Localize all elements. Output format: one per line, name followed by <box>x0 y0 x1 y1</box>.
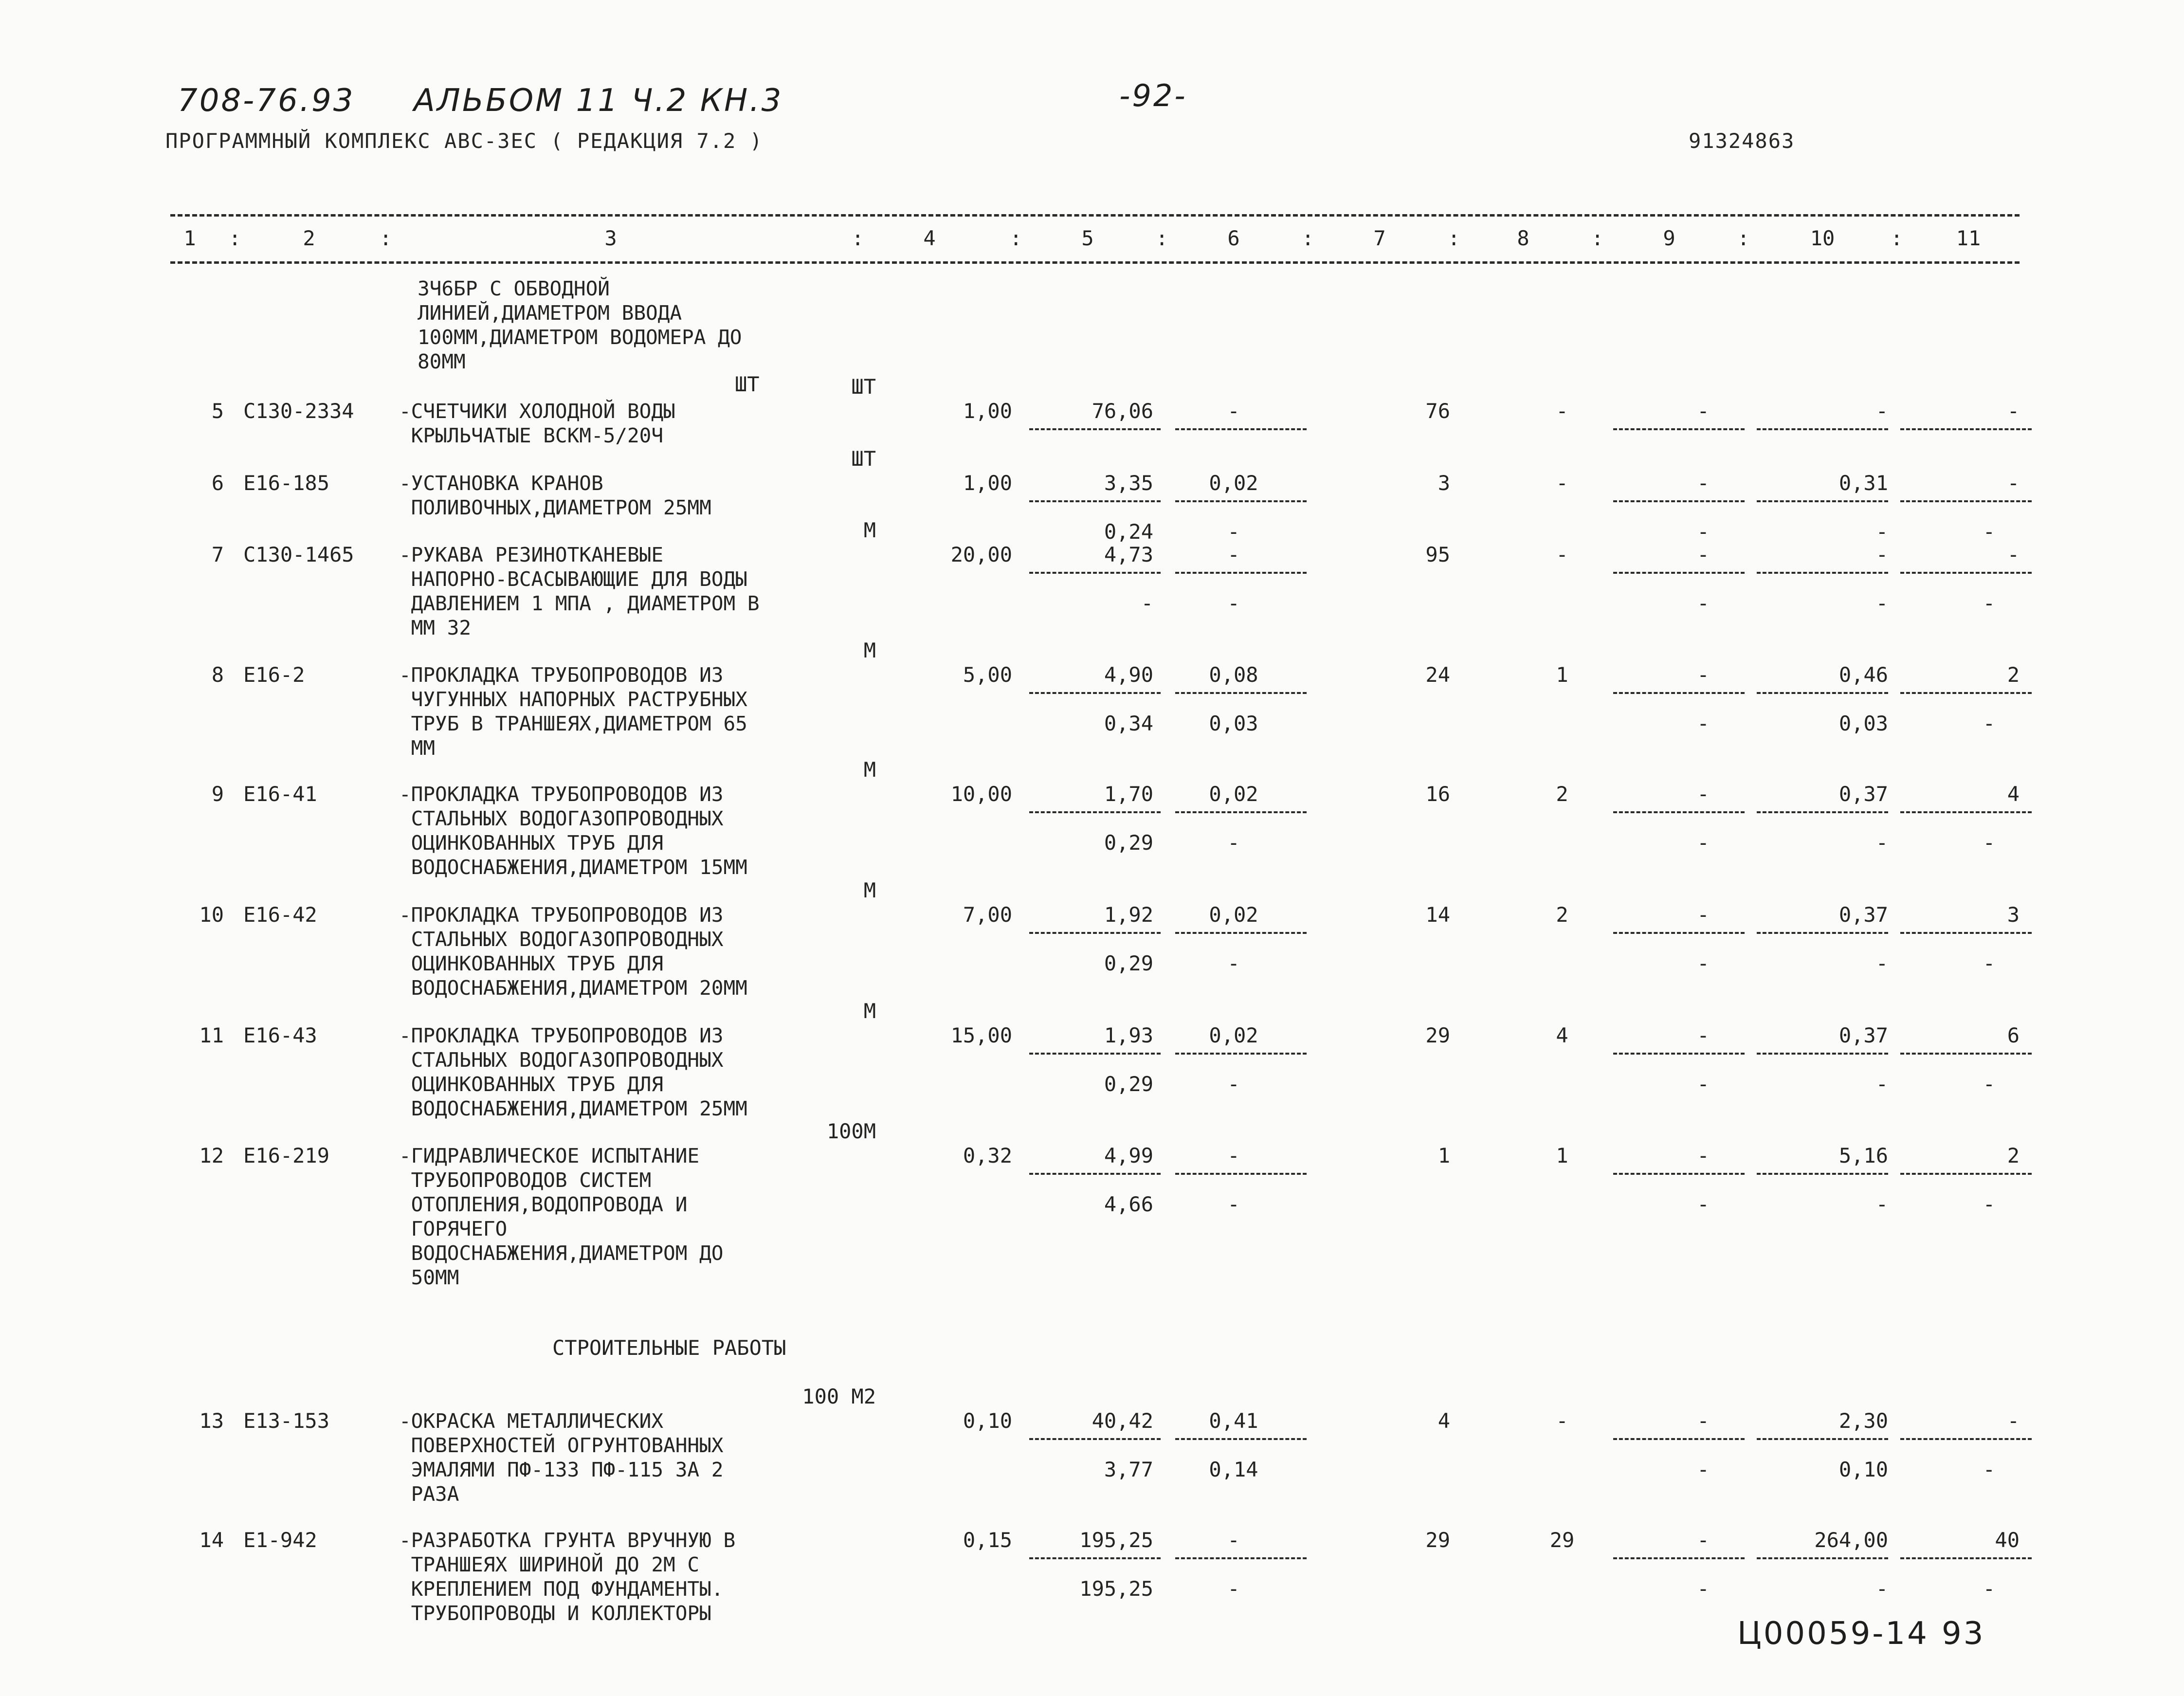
col5-value: 1,93 <box>1104 1023 1153 1047</box>
col6-value: 0,02 <box>1209 903 1258 927</box>
col11-sub-value: - <box>1983 1072 1995 1096</box>
row-number: 10 <box>199 903 224 927</box>
col8-value: - <box>1556 399 1568 423</box>
row-code: E16-43 <box>243 1023 317 1047</box>
cell-divider <box>1029 1438 1161 1440</box>
col9-value: - <box>1697 1023 1710 1047</box>
col5-sub-value: 0,29 <box>1104 951 1153 975</box>
row-unit: М <box>863 999 876 1023</box>
col6-sub-value: 0,14 <box>1209 1458 1258 1481</box>
footer-stamp: Ц00059-14 <box>1737 1616 1929 1652</box>
col11-sub-value: - <box>1983 951 1995 975</box>
cell-divider <box>1613 1173 1745 1175</box>
col9-value: - <box>1697 1409 1710 1433</box>
intro-unit: ШТ <box>735 372 760 396</box>
col5-sub-value: 0,24 <box>1104 520 1153 544</box>
cell-divider <box>1900 692 2032 694</box>
col7-value: 3 <box>1438 471 1450 495</box>
col11-value: 40 <box>1995 1528 2020 1552</box>
cell-divider <box>1613 1438 1745 1440</box>
col6-sub-value: 0,03 <box>1209 711 1258 735</box>
row-code: E16-42 <box>243 903 317 927</box>
row-number: 13 <box>199 1409 224 1433</box>
col5-value: 195,25 <box>1079 1528 1153 1552</box>
footer-page: 93 <box>1942 1616 1985 1652</box>
col6-sub-value: - <box>1227 951 1240 975</box>
col5-value: 1,92 <box>1104 903 1153 927</box>
col7-value: 95 <box>1425 543 1450 566</box>
cell-divider <box>1900 500 2032 502</box>
row-description: -ОКРАСКА МЕТАЛЛИЧЕСКИХ ПОВЕРХНОСТЕЙ ОГРУНТОВАННЫХ ЭМАЛЯМИ ПФ-133 ПФ-115 ЗА 2 РАЗА <box>399 1409 724 1506</box>
col8-value: 2 <box>1556 782 1568 806</box>
row-number: 7 <box>211 543 224 566</box>
row-description: -ПРОКЛАДКА ТРУБОПРОВОДОВ ИЗ СТАЛЬНЫХ ВОДОГАЗОПРОВОДНЫХ ОЦИНКОВАННЫХ ТРУБ ДЛЯ ВОДОСНАБЖЕНИЯ,ДИАМЕТРОМ 15ММ <box>399 783 747 879</box>
col11-value: - <box>2007 399 2020 423</box>
col10-value: 0,31 <box>1838 471 1888 495</box>
col5-sub-value: 195,25 <box>1079 1577 1153 1601</box>
col10-sub-value: - <box>1875 1577 1888 1601</box>
col8-value: - <box>1556 471 1568 495</box>
col4-value: 1,00 <box>963 471 1012 495</box>
col5-value: 4,73 <box>1104 543 1153 566</box>
cell-divider <box>1613 811 1745 813</box>
cell-divider <box>1757 1053 1888 1055</box>
col5-sub-value: 0,34 <box>1104 711 1153 735</box>
doc-ref: 708-76.93 <box>178 83 355 119</box>
col8-value: 1 <box>1556 663 1568 687</box>
cell-divider <box>1900 428 2032 430</box>
page-mark: -92- <box>1119 78 1187 113</box>
col6-value: 0,41 <box>1209 1409 1258 1433</box>
col6-value: - <box>1227 1528 1240 1552</box>
col9-value: - <box>1697 1528 1710 1552</box>
col9-value: - <box>1697 782 1710 806</box>
row-description: -РУКАВА РЕЗИНОТКАНЕВЫЕ НАПОРНО-ВСАСЫВАЮЩИЕ ДЛЯ ВОДЫ ДАВЛЕНИЕМ 1 МПА , ДИАМЕТРОМ В ММ 32 <box>399 543 760 639</box>
column-separator: : <box>1737 226 1750 250</box>
row-description: -УСТАНОВКА КРАНОВ ПОЛИВОЧНЫХ,ДИАМЕТРОМ 25ММ <box>399 472 711 519</box>
cell-divider <box>1029 692 1161 694</box>
column-separator: : <box>229 226 241 250</box>
col6-sub-value: - <box>1227 1072 1240 1096</box>
cell-divider <box>1175 932 1307 934</box>
row-description: -ПРОКЛАДКА ТРУБОПРОВОДОВ ИЗ СТАЛЬНЫХ ВОДОГАЗОПРОВОДНЫХ ОЦИНКОВАННЫХ ТРУБ ДЛЯ ВОДОСНАБЖЕНИЯ,ДИАМЕТРОМ 25ММ <box>399 1024 747 1120</box>
col9-value: - <box>1697 903 1710 927</box>
doc-code: 91324863 <box>1689 129 1795 153</box>
col8-value: 4 <box>1556 1023 1568 1047</box>
column-header-3: 3 <box>604 226 617 250</box>
intro-text: 3Ч6БР С ОБВОДНОЙ ЛИНИЕЙ,ДИАМЕТРОМ ВВОДА 100ММ,ДИАМЕТРОМ ВОДОМЕРА ДО 80ММ <box>418 277 742 373</box>
col10-sub-value: - <box>1875 1072 1888 1096</box>
col5-value: 1,70 <box>1104 782 1153 806</box>
col5-sub-value: 0,29 <box>1104 831 1153 855</box>
col10-value: 0,46 <box>1838 663 1888 687</box>
col10-value: 0,37 <box>1838 903 1888 927</box>
cell-divider <box>1757 572 1888 574</box>
col6-value: 0,02 <box>1209 1023 1258 1047</box>
table-header-rule <box>170 261 2020 264</box>
cell-divider <box>1900 1053 2032 1055</box>
col10-value: 0,37 <box>1838 1023 1888 1047</box>
column-header-8: 8 <box>1517 226 1529 250</box>
col9-sub-value: - <box>1697 1192 1710 1216</box>
column-header-10: 10 <box>1810 226 1835 250</box>
cell-divider <box>1900 1173 2032 1175</box>
col4-value: 0,32 <box>963 1144 1012 1167</box>
cell-divider <box>1757 500 1888 502</box>
album-ref: АЛЬБОМ 11 Ч.2 КН.3 <box>414 83 783 119</box>
cell-divider <box>1175 1557 1307 1559</box>
column-separator: : <box>1302 226 1314 250</box>
col4-value: 0,10 <box>963 1409 1012 1433</box>
column-separator: : <box>852 226 864 250</box>
cell-divider <box>1175 692 1307 694</box>
col9-sub-value: - <box>1697 1072 1710 1096</box>
column-separator: : <box>1156 226 1168 250</box>
column-header-2: 2 <box>303 226 315 250</box>
col10-value: - <box>1875 399 1888 423</box>
column-header-1: 1 <box>183 226 196 250</box>
cell-divider <box>1613 500 1745 502</box>
col5-value: 76,06 <box>1092 399 1153 423</box>
col10-sub-value: - <box>1875 951 1888 975</box>
col8-value: - <box>1556 1409 1568 1433</box>
row-code: E16-185 <box>243 471 330 495</box>
column-header-5: 5 <box>1081 226 1094 250</box>
col9-sub-value: - <box>1697 1458 1710 1481</box>
cell-divider <box>1029 932 1161 934</box>
col11-value: - <box>2007 1409 2020 1433</box>
col7-value: 29 <box>1425 1528 1450 1552</box>
col9-sub-value: - <box>1697 951 1710 975</box>
col5-value: 4,90 <box>1104 663 1153 687</box>
col11-value: 3 <box>2007 903 2020 927</box>
col4-value: 1,00 <box>963 399 1012 423</box>
cell-divider <box>1029 811 1161 813</box>
row-code: E16-219 <box>243 1144 330 1167</box>
col8-value: 1 <box>1556 1144 1568 1167</box>
row-number: 11 <box>199 1023 224 1047</box>
column-header-6: 6 <box>1227 226 1240 250</box>
col5-value: 4,99 <box>1104 1144 1153 1167</box>
cell-divider <box>1175 1173 1307 1175</box>
cell-divider <box>1757 811 1888 813</box>
col10-value: 2,30 <box>1838 1409 1888 1433</box>
col4-value: 5,00 <box>963 663 1012 687</box>
cell-divider <box>1757 1173 1888 1175</box>
column-separator: : <box>1010 226 1022 250</box>
cell-divider <box>1900 811 2032 813</box>
col9-sub-value: - <box>1697 831 1710 855</box>
program-line: ПРОГРАММНЫЙ КОМПЛЕКС АВС-3ЕС ( РЕДАКЦИЯ 7.2 ) <box>165 129 763 153</box>
column-header-7: 7 <box>1373 226 1386 250</box>
col11-sub-value: - <box>1983 711 1995 735</box>
col6-sub-value: - <box>1227 591 1240 615</box>
row-description: -ПРОКЛАДКА ТРУБОПРОВОДОВ ИЗ СТАЛЬНЫХ ВОДОГАЗОПРОВОДНЫХ ОЦИНКОВАННЫХ ТРУБ ДЛЯ ВОДОСНАБЖЕНИЯ,ДИАМЕТРОМ 20ММ <box>399 903 747 1000</box>
col11-sub-value: - <box>1983 1458 1995 1481</box>
column-header-4: 4 <box>923 226 936 250</box>
col5-sub-value: - <box>1141 591 1153 615</box>
col9-sub-value: - <box>1697 591 1710 615</box>
col9-value: - <box>1697 663 1710 687</box>
col7-value: 29 <box>1425 1023 1450 1047</box>
col4-value: 0,15 <box>963 1528 1012 1552</box>
col4-value: 15,00 <box>950 1023 1012 1047</box>
cell-divider <box>1900 1438 2032 1440</box>
cell-divider <box>1029 1557 1161 1559</box>
col10-value: 264,00 <box>1814 1528 1888 1552</box>
col6-value: - <box>1227 543 1240 566</box>
col9-sub-value: - <box>1697 1577 1710 1601</box>
col6-value: - <box>1227 399 1240 423</box>
table-top-rule <box>170 214 2020 217</box>
col11-sub-value: - <box>1983 591 1995 615</box>
cell-divider <box>1175 572 1307 574</box>
col9-sub-value: - <box>1697 520 1710 544</box>
row-unit: ШТ <box>851 447 876 471</box>
cell-divider <box>1175 1053 1307 1055</box>
col11-value: 4 <box>2007 782 2020 806</box>
col6-value: 0,08 <box>1209 663 1258 687</box>
col4-value: 7,00 <box>963 903 1012 927</box>
col11-value: - <box>2007 543 2020 566</box>
column-separator: : <box>1891 226 1903 250</box>
row-code: C130-1465 <box>243 543 354 566</box>
col6-sub-value: - <box>1227 831 1240 855</box>
cell-divider <box>1175 811 1307 813</box>
col10-value: - <box>1875 543 1888 566</box>
col8-value: - <box>1556 543 1568 566</box>
cell-divider <box>1613 1557 1745 1559</box>
col9-value: - <box>1697 399 1710 423</box>
cell-divider <box>1757 1557 1888 1559</box>
cell-divider <box>1757 1438 1888 1440</box>
cell-divider <box>1029 1053 1161 1055</box>
cell-divider <box>1613 932 1745 934</box>
col10-sub-value: - <box>1875 591 1888 615</box>
col11-value: 6 <box>2007 1023 2020 1047</box>
row-number: 8 <box>211 663 224 687</box>
col6-sub-value: - <box>1227 1577 1240 1601</box>
cell-divider <box>1757 932 1888 934</box>
cell-divider <box>1029 572 1161 574</box>
col10-sub-value: - <box>1875 831 1888 855</box>
col11-sub-value: - <box>1983 1577 1995 1601</box>
col6-sub-value: - <box>1227 520 1240 544</box>
col6-value: 0,02 <box>1209 471 1258 495</box>
cell-divider <box>1613 572 1745 574</box>
col9-sub-value: - <box>1697 711 1710 735</box>
column-separator: : <box>1448 226 1460 250</box>
col7-value: 76 <box>1425 399 1450 423</box>
cell-divider <box>1900 572 2032 574</box>
col9-value: - <box>1697 471 1710 495</box>
cell-divider <box>1613 692 1745 694</box>
cell-divider <box>1613 428 1745 430</box>
cell-divider <box>1029 428 1161 430</box>
col10-value: 0,37 <box>1838 782 1888 806</box>
col4-value: 10,00 <box>950 782 1012 806</box>
col8-value: 2 <box>1556 903 1568 927</box>
col10-sub-value: 0,10 <box>1838 1458 1888 1481</box>
row-description: -ГИДРАВЛИЧЕСКОЕ ИСПЫТАНИЕ ТРУБОПРОВОДОВ СИСТЕМ ОТОПЛЕНИЯ,ВОДОПРОВОДА И ГОРЯЧЕГО ВОДОСНАБЖЕНИЯ,ДИАМЕТРОМ ДО 50ММ <box>399 1144 724 1289</box>
col10-sub-value: - <box>1875 1192 1888 1216</box>
row-number: 9 <box>211 782 224 806</box>
col10-sub-value: 0,03 <box>1838 711 1888 735</box>
col11-value: 2 <box>2007 1144 2020 1167</box>
row-unit: 100М <box>826 1119 876 1143</box>
col6-sub-value: - <box>1227 1192 1240 1216</box>
col11-value: - <box>2007 471 2020 495</box>
col10-sub-value: - <box>1875 520 1888 544</box>
row-unit: М <box>863 758 876 782</box>
col6-value: - <box>1227 1144 1240 1167</box>
cell-divider <box>1757 428 1888 430</box>
col5-sub-value: 3,77 <box>1104 1458 1153 1481</box>
col7-value: 24 <box>1425 663 1450 687</box>
cell-divider <box>1175 500 1307 502</box>
row-unit: М <box>863 638 876 662</box>
col7-value: 4 <box>1438 1409 1450 1433</box>
col5-sub-value: 4,66 <box>1104 1192 1153 1216</box>
row-number: 5 <box>211 399 224 423</box>
col7-value: 16 <box>1425 782 1450 806</box>
row-unit: ШТ <box>851 375 876 399</box>
col10-value: 5,16 <box>1838 1144 1888 1167</box>
cell-divider <box>1175 1438 1307 1440</box>
row-description: -РАЗРАБОТКА ГРУНТА ВРУЧНУЮ В ТРАНШЕЯХ ШИРИНОЙ ДО 2М С КРЕПЛЕНИЕМ ПОД ФУНДАМЕНТЫ. ТРУБОПРОВОДЫ И КОЛЛЕКТОРЫ <box>399 1529 736 1625</box>
row-code: C130-2334 <box>243 399 354 423</box>
cell-divider <box>1029 1173 1161 1175</box>
col5-value: 40,42 <box>1092 1409 1153 1433</box>
row-unit: М <box>863 518 876 542</box>
col6-value: 0,02 <box>1209 782 1258 806</box>
col11-sub-value: - <box>1983 520 1995 544</box>
col9-value: - <box>1697 543 1710 566</box>
col11-sub-value: - <box>1983 831 1995 855</box>
row-number: 6 <box>211 471 224 495</box>
row-number: 12 <box>199 1144 224 1167</box>
cell-divider <box>1175 428 1307 430</box>
row-number: 14 <box>199 1528 224 1552</box>
row-unit: 100 М2 <box>802 1385 876 1408</box>
row-unit: М <box>863 878 876 902</box>
cell-divider <box>1900 932 2032 934</box>
col5-sub-value: 0,29 <box>1104 1072 1153 1096</box>
section-title: СТРОИТЕЛЬНЫЕ РАБОТЫ <box>552 1336 786 1360</box>
col9-value: - <box>1697 1144 1710 1167</box>
col8-value: 29 <box>1549 1528 1575 1552</box>
cell-divider <box>1900 1557 2032 1559</box>
row-code: E16-2 <box>243 663 305 687</box>
col11-sub-value: - <box>1983 1192 1995 1216</box>
col7-value: 14 <box>1425 903 1450 927</box>
row-code: E1-942 <box>243 1528 317 1552</box>
cell-divider <box>1757 692 1888 694</box>
row-code: E16-41 <box>243 782 317 806</box>
cell-divider <box>1029 500 1161 502</box>
cell-divider <box>1613 1053 1745 1055</box>
column-header-9: 9 <box>1663 226 1675 250</box>
row-code: E13-153 <box>243 1409 330 1433</box>
row-description: -ПРОКЛАДКА ТРУБОПРОВОДОВ ИЗ ЧУГУННЫХ НАПОРНЫХ РАСТРУБНЫХ ТРУБ В ТРАНШЕЯХ,ДИАМЕТРОМ 65 ММ <box>399 663 747 760</box>
column-header-11: 11 <box>1956 226 1981 250</box>
col4-value: 20,00 <box>950 543 1012 566</box>
col5-value: 3,35 <box>1104 471 1153 495</box>
row-description: -СЧЕТЧИКИ ХОЛОДНОЙ ВОДЫ КРЫЛЬЧАТЫЕ ВСКМ-5/20Ч <box>399 400 675 447</box>
column-separator: : <box>1591 226 1604 250</box>
col11-value: 2 <box>2007 663 2020 687</box>
col7-value: 1 <box>1438 1144 1450 1167</box>
column-separator: : <box>380 226 392 250</box>
